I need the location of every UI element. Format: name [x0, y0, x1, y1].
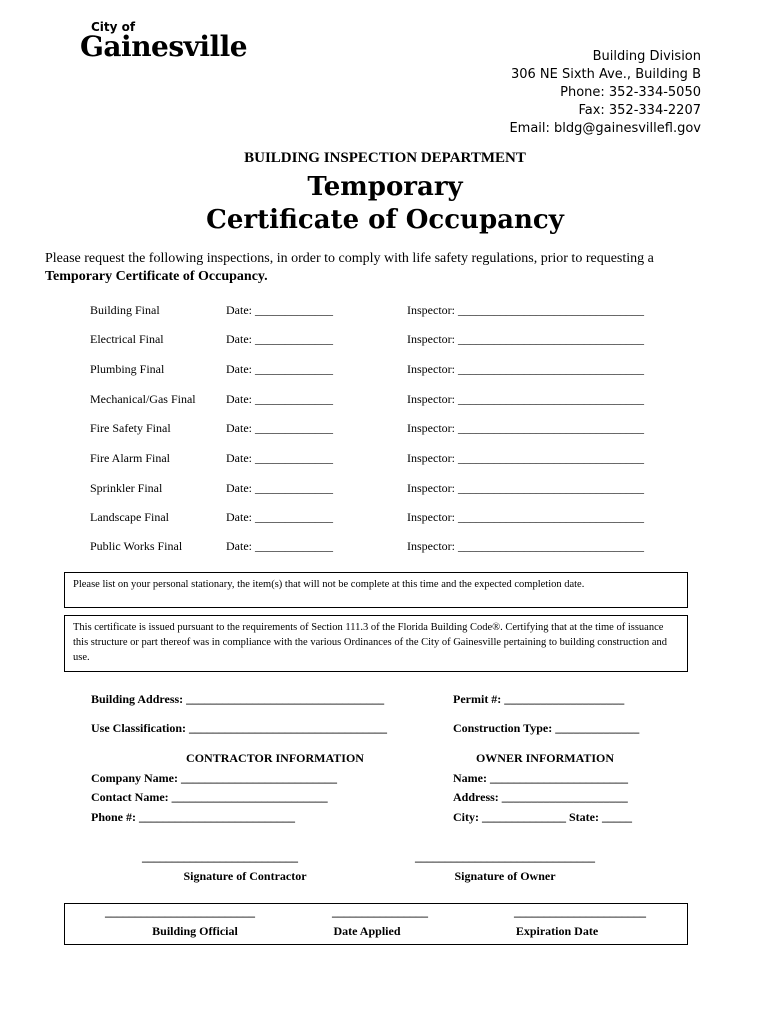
expiration-date-line[interactable]: ______________________ — [514, 905, 646, 919]
intro-text: Please request the following inspections, in order to comply with life safety regulations, prior to requesting a — [45, 251, 654, 266]
date-field[interactable]: Date: _____________ — [226, 481, 333, 495]
inspector-field[interactable]: Inspector: _______________________________ — [407, 392, 644, 406]
inspection-row — [90, 539, 690, 559]
logo-city-of: City of — [91, 20, 136, 34]
inspection-row — [90, 392, 690, 412]
inspection-name: Building Final — [90, 303, 160, 317]
intro-bold: Temporary Certificate of Occupancy. — [45, 269, 268, 284]
certificate-note-box — [64, 615, 688, 672]
inspection-name: Electrical Final — [90, 332, 164, 346]
company-name-field[interactable]: Company Name: __________________________ — [91, 771, 337, 785]
contact-name-field[interactable]: Contact Name: __________________________ — [91, 790, 328, 804]
inspector-field[interactable]: Inspector: _______________________________ — [407, 421, 644, 435]
building-address-field[interactable]: Building Address: _________________________________ — [91, 692, 385, 706]
inspection-row — [90, 481, 690, 501]
date-field[interactable]: Date: _____________ — [226, 421, 333, 435]
owner-signature-label: Signature of Owner — [454, 869, 556, 883]
inspection-name: Fire Alarm Final — [90, 451, 170, 465]
inspection-name: Mechanical/Gas Final — [90, 392, 196, 406]
owner-name-field[interactable]: Name: _______________________ — [453, 771, 628, 785]
date-applied-label: Date Applied — [333, 924, 401, 938]
address-line: Email: bldg@gainesvillefl.gov — [509, 121, 701, 136]
address-line: Fax: 352-334-2207 — [578, 103, 701, 118]
date-field[interactable]: Date: _____________ — [226, 510, 333, 524]
inspection-name: Landscape Final — [90, 510, 169, 524]
date-field[interactable]: Date: _____________ — [226, 332, 333, 346]
inspector-field[interactable]: Inspector: _______________________________ — [407, 539, 644, 553]
building-official-label: Building Official — [152, 924, 238, 938]
date-field[interactable]: Date: _____________ — [226, 303, 333, 317]
logo-city-name: Gainesville — [80, 30, 248, 63]
inspection-row — [90, 451, 690, 471]
contractor-signature-line[interactable]: __________________________ — [142, 850, 298, 864]
intro-paragraph — [45, 250, 705, 286]
inspection-row — [90, 332, 690, 352]
inspection-row — [90, 421, 690, 441]
owner-heading: OWNER INFORMATION — [475, 751, 615, 765]
address-line: Phone: 352-334-5050 — [560, 85, 701, 100]
inspection-row — [90, 510, 690, 530]
inspection-row — [90, 362, 690, 382]
contractor-phone-field[interactable]: Phone #: __________________________ — [91, 810, 295, 824]
owner-signature-line[interactable]: ______________________________ — [415, 850, 595, 864]
owner-address-field[interactable]: Address: _____________________ — [453, 790, 628, 804]
owner-city-state-field[interactable]: City: ______________ State: _____ — [453, 810, 632, 824]
building-official-line[interactable]: _________________________ — [105, 905, 255, 919]
address-line: 306 NE Sixth Ave., Building B — [510, 67, 701, 82]
address-line: Building Division — [592, 49, 701, 64]
inspector-field[interactable]: Inspector: _______________________________ — [407, 332, 644, 346]
inspection-name: Plumbing Final — [90, 362, 165, 376]
date-field[interactable]: Date: _____________ — [226, 451, 333, 465]
date-field[interactable]: Date: _____________ — [226, 539, 333, 553]
stationary-note-box — [64, 572, 688, 608]
date-field[interactable]: Date: _____________ — [226, 392, 333, 406]
inspector-field[interactable]: Inspector: _______________________________ — [407, 303, 644, 317]
inspector-field[interactable]: Inspector: _______________________________ — [407, 451, 644, 465]
title-line-1: Temporary — [307, 172, 463, 202]
inspector-field[interactable]: Inspector: _______________________________ — [407, 481, 644, 495]
inspection-name: Public Works Final — [90, 539, 183, 553]
inspection-row — [90, 303, 690, 323]
contractor-heading: CONTRACTOR INFORMATION — [186, 751, 364, 765]
date-field[interactable]: Date: _____________ — [226, 362, 333, 376]
construction-type-field[interactable]: Construction Type: ______________ — [453, 721, 640, 735]
certificate-note: This certificate is issued pursuant to the requirements of Section 111.3 of the Florida Building Code®. Certifying that at the time of issuance this structure or part thereof was in compliance with the various Ordinances of the City of Gainesville pertaining to building construction and use. — [73, 622, 667, 663]
expiration-date-label: Expiration Date — [515, 924, 599, 938]
permit-field[interactable]: Permit #: ____________________ — [453, 692, 625, 706]
inspection-name: Fire Safety Final — [90, 421, 171, 435]
division-address-block — [509, 48, 701, 138]
use-classification-field[interactable]: Use Classification: _________________________________ — [91, 721, 387, 735]
contractor-signature-label: Signature of Contractor — [183, 869, 307, 883]
department-heading: BUILDING INSPECTION DEPARTMENT — [244, 150, 526, 166]
inspection-name: Sprinkler Final — [90, 481, 163, 495]
title-line-2: Certificate of Occupancy — [206, 205, 564, 235]
inspector-field[interactable]: Inspector: _______________________________ — [407, 510, 644, 524]
date-applied-line[interactable]: ________________ — [332, 905, 428, 919]
stationary-note: Please list on your personal stationary, the item(s) that will not be complete at this time and the expected completion date. — [73, 579, 585, 590]
inspector-field[interactable]: Inspector: _______________________________ — [407, 362, 644, 376]
